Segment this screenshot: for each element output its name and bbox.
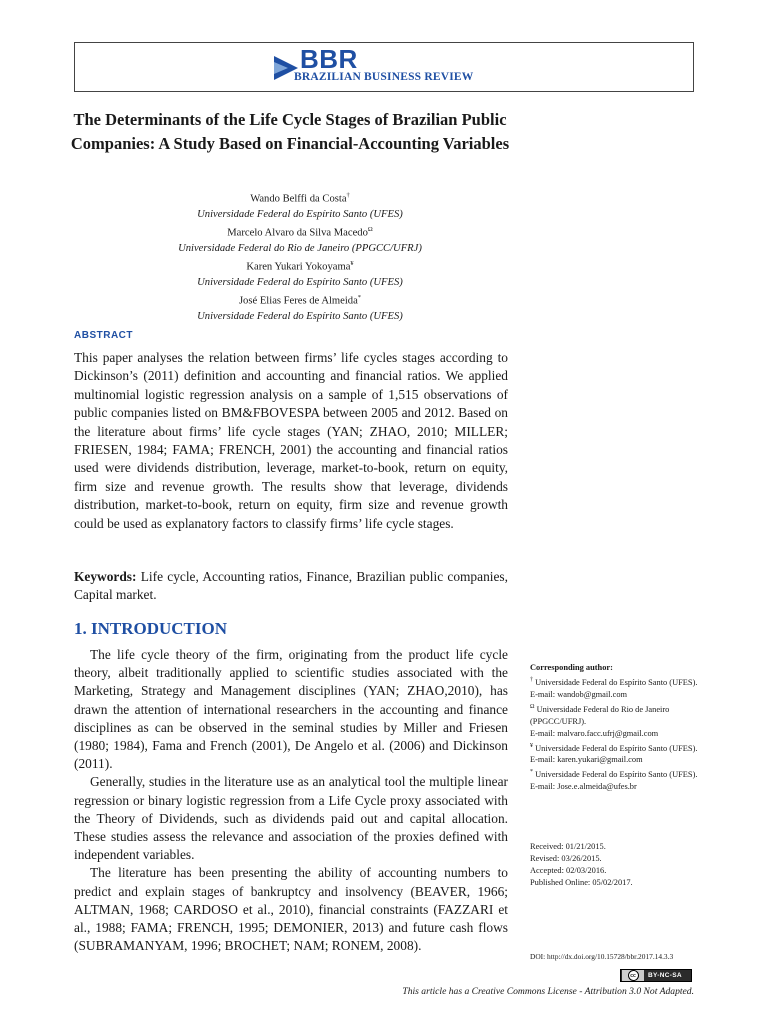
logo-journal-name: BRAZILIAN BUSINESS REVIEW [294,71,474,83]
author-name: Wando Belffi da Costa† [250,192,350,205]
abstract-heading: ABSTRACT [74,330,133,341]
keywords-label: Keywords: [74,569,137,584]
keywords-text: Life cycle, Accounting ratios, Finance, Brazilian public companies, Capital market. [74,569,508,603]
body-paragraph: The life cycle theory of the firm, originating from the product life cycle theory, albeit traditionally applied to scientific studies associated with the Marketing, Strategy and Management disciplines (YAN; ZHAO,2010), has drawn the attention of international researchers in the accounting and finance disciplines as can be observed in the seminal studies by Miller and Friesen (1980; 1984), Fama and French (2001), De Angelo et al. (2006) and Dickinson (2011). [74,647,508,772]
author-affiliation: Universidade Federal do Espírito Santo (UFES) [197,276,403,288]
author-email: E-mail: Jose.e.almeida@ufes.br [530,782,637,792]
accepted-date: Accepted: 02/03/2016. [530,866,607,875]
author-affiliation: Universidade Federal do Espírito Santo (UFES) [197,310,403,322]
license-notice: This article has a Creative Commons License - Attribution 3.0 Not Adapted. [402,986,694,997]
cc-icon: cc [622,970,644,981]
article-dates [530,841,633,889]
abstract-text: This paper analyses the relation between firms’ life cycles stages according to Dickinson’s (2011) definition and accounting and financial ratios. We applied multinomial logistic regression analysis on a sample of 1,515 observations of public companies listed on BM&FBOVESPA between 2005 and 2012. Based on the literature about firms’ life cycle stages (YAN; ZHAO, 2010; MILLER; FRIESEN, 1984; FAMA; FRENCH, 2001) the accounting and financial ratios used were dividends distribution, leverage, market-to-book, return on equity, firm size and revenue growth. The results show that leverage, dividends distribution, market-to-book, return on equity, firm size and revenue growth could be used as explanatory factors to classify firms’ life cycle stages. [74,350,508,531]
keywords [74,568,508,605]
author-email: E-mail: karen.yukari@gmail.com [530,755,643,765]
received-date: Received: 01/21/2015. [530,842,606,851]
author-list [120,188,480,324]
author-affiliation: Universidade Federal do Espírito Santo (UFES) [197,208,403,220]
author-name: José Elias Feres de Almeida* [238,293,362,307]
introduction-body [74,646,508,955]
author-name: Karen Yukari Yokoyama¥ [246,259,354,273]
doi-link[interactable]: DOI: http://dx.doi.org/10.15728/bbr.2017.14.3.3 [530,952,674,961]
corresponding-entry: † Universidade Federal do Espírito Santo (UFES). E-mail: wandob@gmail.com [530,677,698,699]
author-name: Marcelo Alvaro da Silva Macedo$^\Omega$ [227,225,373,239]
author-email: E-mail: wandob@gmail.com [530,689,628,699]
author-affiliation: Universidade Federal do Rio de Janeiro (PPGCC/UFRJ) [178,242,422,254]
bbr-logo-icon [272,50,300,90]
corresponding-author-label: Corresponding author: [530,663,613,672]
published-date: Published Online: 05/02/2017. [530,878,633,887]
corresponding-entry: ¥ Universidade Federal do Espírito Santo (UFES). E-mail: karen.yukari@gmail.com [530,742,698,765]
logo-abbreviation: BBR [300,44,358,74]
revised-date: Revised: 03/26/2015. [530,854,602,863]
section-heading-introduction: 1. INTRODUCTION [74,619,228,638]
paper-title: The Determinants of the Life Cycle Stages of Brazilian Public Companies: A Study Based on Financial-Accounting Variables [70,110,510,153]
author-email: E-mail: malvaro.facc.ufrj@gmail.com [530,728,659,738]
creative-commons-badge[interactable] [620,969,692,982]
corresponding-entry: * Universidade Federal do Espírito Santo (UFES). E-mail: Jose.e.almeida@ufes.br [530,769,698,792]
corresponding-author-notes [530,662,710,793]
journal-logo [272,46,502,90]
cc-license-code: BY-NC-SA [648,972,682,979]
body-paragraph: Generally, studies in the literature use as an analytical tool the multiple linear regression or binary logistic regression from a Life Cycle proxy associated with the Theory of Dividends, such as dividends paid out and capital allocation. These studies assess the relevance and association of the proxies defined with independent variables. [74,774,508,863]
corresponding-entry: $^\Omega$ Universidade Federal do Rio de Janeiro (PPGCC/UFRJ). E-mail: malvaro.facc.ufrj@gmail.com [530,703,670,738]
body-paragraph: The literature has been presenting the ability of accounting numbers to predict and explain stages of bankruptcy and insolvency (BEAVER, 1966; ALTMAN, 1968; CARDOSO et al., 2010), financial constraints (FAZZARI et al., 1988; FAMA; FRENCH, 1995; DEMONIER, 2013) and future cash flows (SUBRAMANYAM, 1996; BROCHET; NAM; RONEM, 2008). [74,865,508,954]
